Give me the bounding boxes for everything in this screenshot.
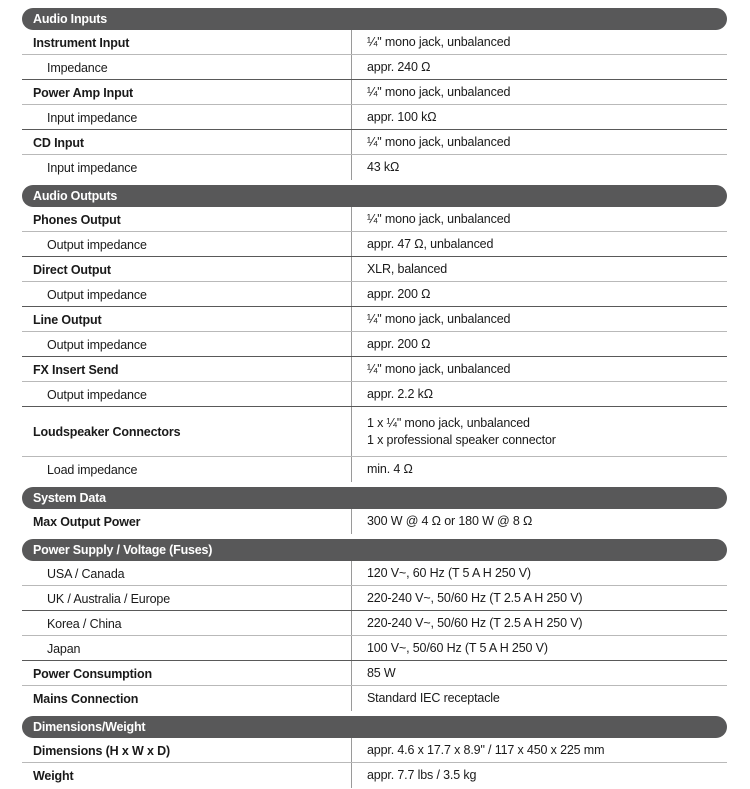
- row-value-line: 100 V~, 50/60 Hz (T 5 A H 250 V): [367, 641, 548, 655]
- section-header-label: Dimensions/Weight: [33, 720, 146, 734]
- row-label: Phones Output: [22, 207, 352, 232]
- row-label: Output impedance: [22, 382, 352, 407]
- row-value-line: ¼" mono jack, unbalanced: [367, 212, 511, 226]
- row-value-line: 300 W @ 4 Ω or 180 W @ 8 Ω: [367, 514, 533, 528]
- section-header-label: Power Supply / Voltage (Fuses): [33, 543, 213, 557]
- table-row: [22, 738, 727, 763]
- row-value-line: ¼" mono jack, unbalanced: [367, 85, 511, 99]
- section-header: [22, 487, 727, 509]
- row-value: [352, 661, 727, 686]
- row-value: [352, 307, 727, 332]
- table-row: [22, 561, 727, 586]
- row-value: [352, 738, 727, 763]
- row-value: [352, 257, 727, 282]
- row-value-line: 120 V~, 60 Hz (T 5 A H 250 V): [367, 566, 531, 580]
- table-row: [22, 55, 727, 80]
- row-value: [352, 357, 727, 382]
- row-value-line: 1 x professional speaker connector: [367, 433, 556, 447]
- row-label: Input impedance: [22, 155, 352, 180]
- row-value: [352, 561, 727, 586]
- row-value-line: Standard IEC receptacle: [367, 691, 500, 705]
- row-label: Instrument Input: [22, 30, 352, 55]
- row-value: [352, 407, 727, 457]
- section-header: [22, 8, 727, 30]
- row-value-line: ¼" mono jack, unbalanced: [367, 35, 511, 49]
- row-value-line: appr. 4.6 x 17.7 x 8.9" / 117 x 450 x 225 mm: [367, 743, 605, 757]
- row-value: [352, 509, 727, 534]
- row-label: Mains Connection: [22, 686, 352, 711]
- row-value: [352, 232, 727, 257]
- row-label: Impedance: [22, 55, 352, 80]
- row-value-line: 220-240 V~, 50/60 Hz (T 2.5 A H 250 V): [367, 591, 583, 605]
- row-value: [352, 586, 727, 611]
- row-label: Korea / China: [22, 611, 352, 636]
- section-header-label: Audio Inputs: [33, 12, 107, 26]
- table-row: [22, 661, 727, 686]
- row-value-line: appr. 240 Ω: [367, 60, 431, 74]
- table-row: [22, 80, 727, 105]
- row-value: [352, 80, 727, 105]
- section-header: [22, 185, 727, 207]
- row-value-line: 220-240 V~, 50/60 Hz (T 2.5 A H 250 V): [367, 616, 583, 630]
- table-row: [22, 30, 727, 55]
- section-header: [22, 539, 727, 561]
- table-row: [22, 457, 727, 482]
- table-row: [22, 105, 727, 130]
- row-label: Output impedance: [22, 332, 352, 357]
- table-row: [22, 332, 727, 357]
- table-row: [22, 686, 727, 711]
- row-value-line: appr. 47 Ω, unbalanced: [367, 237, 494, 251]
- row-value: [352, 130, 727, 155]
- row-value: [352, 55, 727, 80]
- table-row: [22, 207, 727, 232]
- row-value-line: appr. 2.2 kΩ: [367, 387, 433, 401]
- table-row: [22, 407, 727, 457]
- row-value-line: appr. 200 Ω: [367, 287, 431, 301]
- row-value-line: 85 W: [367, 666, 396, 680]
- row-value: [352, 332, 727, 357]
- section-header-label: Audio Outputs: [33, 189, 118, 203]
- table-row: [22, 357, 727, 382]
- row-label: Direct Output: [22, 257, 352, 282]
- row-value: [352, 155, 727, 180]
- row-label: Japan: [22, 636, 352, 661]
- row-value-line: ¼" mono jack, unbalanced: [367, 362, 511, 376]
- table-row: [22, 611, 727, 636]
- table-row: [22, 763, 727, 788]
- row-value: [352, 207, 727, 232]
- row-label: UK / Australia / Europe: [22, 586, 352, 611]
- row-value: [352, 282, 727, 307]
- row-label: Max Output Power: [22, 509, 352, 534]
- table-row: [22, 232, 727, 257]
- row-value-line: XLR, balanced: [367, 262, 448, 276]
- row-value-line: appr. 7.7 lbs / 3.5 kg: [367, 768, 477, 782]
- row-label: Weight: [22, 763, 352, 788]
- row-value: [352, 382, 727, 407]
- table-row: [22, 307, 727, 332]
- table-row: [22, 636, 727, 661]
- table-row: [22, 130, 727, 155]
- table-row: [22, 155, 727, 180]
- row-label: FX Insert Send: [22, 357, 352, 382]
- row-value: [352, 457, 727, 482]
- row-label: Loudspeaker Connectors: [22, 407, 352, 457]
- table-row: [22, 382, 727, 407]
- row-label: USA / Canada: [22, 561, 352, 586]
- row-label: Load impedance: [22, 457, 352, 482]
- row-label: Input impedance: [22, 105, 352, 130]
- row-value-line: min. 4 Ω: [367, 462, 413, 476]
- row-value-line: appr. 100 kΩ: [367, 110, 437, 124]
- table-row: [22, 586, 727, 611]
- row-value-line: ¼" mono jack, unbalanced: [367, 135, 511, 149]
- row-label: Output impedance: [22, 232, 352, 257]
- row-label: Output impedance: [22, 282, 352, 307]
- section-header: [22, 716, 727, 738]
- table-row: [22, 509, 727, 534]
- row-value-line: ¼" mono jack, unbalanced: [367, 312, 511, 326]
- row-value-line: 43 kΩ: [367, 160, 400, 174]
- row-label: Power Amp Input: [22, 80, 352, 105]
- row-value-line: appr. 200 Ω: [367, 337, 431, 351]
- row-label: Dimensions (H x W x D): [22, 738, 352, 763]
- row-value: [352, 105, 727, 130]
- row-value: [352, 763, 727, 788]
- row-value: [352, 686, 727, 711]
- row-value: [352, 611, 727, 636]
- row-value: [352, 30, 727, 55]
- row-label: Line Output: [22, 307, 352, 332]
- row-label: Power Consumption: [22, 661, 352, 686]
- row-value: [352, 636, 727, 661]
- section-header-label: System Data: [33, 491, 106, 505]
- row-label: CD Input: [22, 130, 352, 155]
- row-value-line: 1 x ¼" mono jack, unbalanced: [367, 416, 530, 430]
- table-row: [22, 282, 727, 307]
- table-row: [22, 257, 727, 282]
